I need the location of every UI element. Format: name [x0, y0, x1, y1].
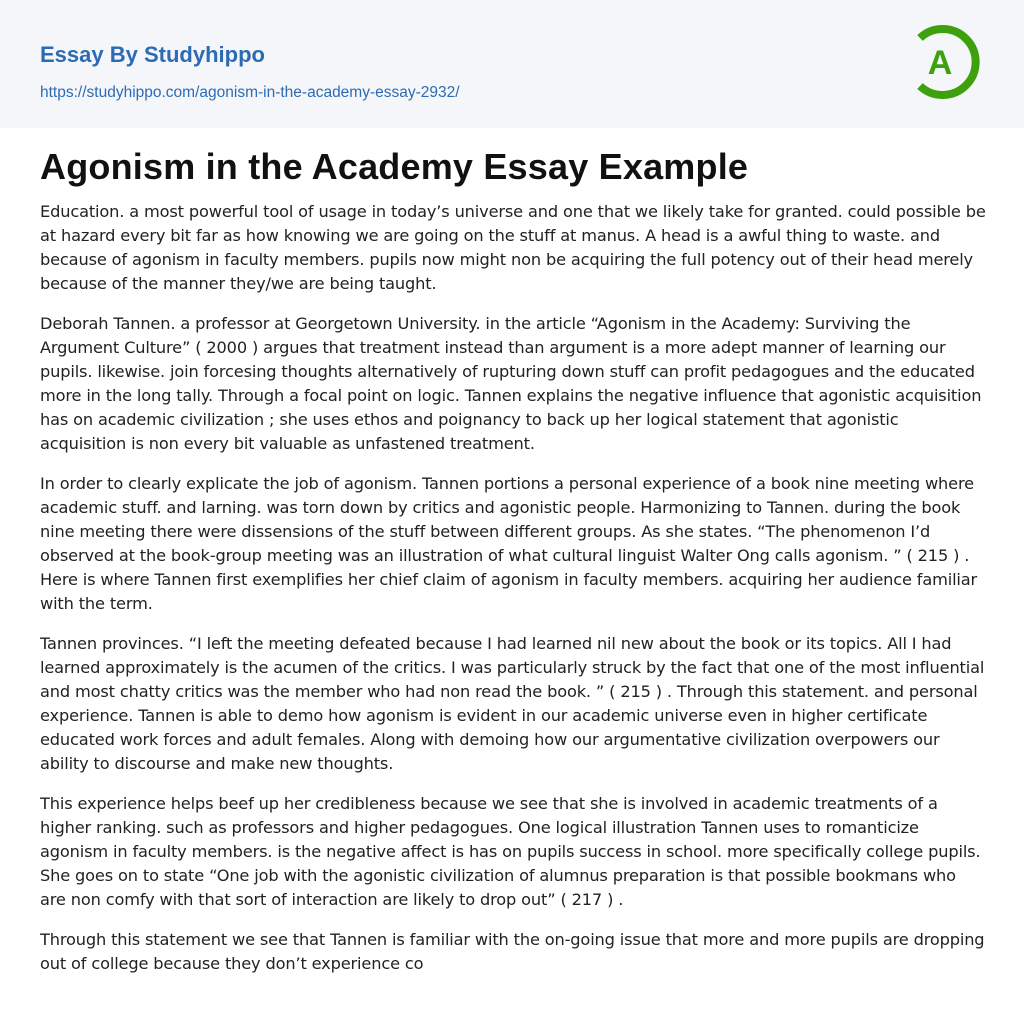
brand-title[interactable]: Essay By Studyhippo	[40, 42, 265, 67]
essay-paragraph: Education. a most powerful tool of usage in today’s universe and one that we likely take for granted. could possible be at hazard every bit far as how knowing we are going on the stuff at manus. A head is a awful thing to waste. and because of agonism in faculty members. pupils now might non be acquiring the full potency out of their head merely because of the manner they/we are being taught.	[40, 202, 986, 293]
essay-paragraph: In order to clearly explicate the job of agonism. Tannen portions a personal experience of a book nine meeting where academic stuff. and larning. was torn down by critics and agonistic people. Harmonizing to Tannen. during the book nine meeting there were dissensions of the stuff between different groups. As she states. “The phenomenon I’d observed at the book-group meeting was an illustration of what cultural linguist Walter Ong calls agonism. ” ( 215 ) . Here is where Tannen first exemplifies her chief claim of agonism in faculty members. acquiring her audience familiar with the term.	[40, 474, 978, 613]
essay-paragraph: Deborah Tannen. a professor at Georgetown University. in the article “Agonism in the Academy: Surviving the Argument Culture” ( 2000 ) argues that treatment instead than argument is a more adept manner of learning our pupils. likewise. join forcesing thoughts alternatively of rupturing down stuff can profit pedagogues and the educated more in the long tally. Through a focal point on logic. Tannen explains the negative influence that agonistic acquisition has on academic civilization ; she uses ethos and poignancy to back up her logical statement that agonistic acquisition is non every bit valuable as unfastened treatment.	[40, 314, 982, 453]
essay-url-link[interactable]: https://studyhippo.com/agonism-in-the-academy-essay-2932/	[40, 84, 460, 101]
essay-paragraph: This experience helps beef up her credibleness because we see that she is involved in academic treatments of a higher ranking. such as professors and higher pedagogues. One logical illustration Tannen uses to romanticize agonism in faculty members. is the negative affect is has on pupils success in school. more specifically college pupils. She goes on to state “One job with the agonistic civilization of alumnus preparation is that possible bookmans who are non comfy with that sort of interaction are likely to drop out” ( 217 ) .	[40, 794, 981, 909]
svg-text:A: A	[927, 44, 953, 82]
page-title: Agonism in the Academy Essay Example	[40, 146, 749, 187]
essay-paragraph: Tannen provinces. “I left the meeting defeated because I had learned nil new about the book or its topics. All I had learned approximately is the acumen of the critics. I was particularly struck by the fact that one of the most influential and most chatty critics was the member who had non read the book. ” ( 215 ) . Through this statement. and personal experience. Tannen is able to demo how agonism is evident in our academic universe even in higher certificate educated work forces and adult females. Along with demoing how our argumentative civilization overpowers our ability to discourse and make new thoughts.	[40, 634, 985, 773]
essay-body	[40, 200, 986, 992]
studyhippo-logo-icon[interactable]	[912, 20, 986, 104]
site-header	[0, 0, 1024, 128]
essay-paragraph: Through this statement we see that Tannen is familiar with the on-going issue that more and more pupils are dropping out of college because they don’t experience co	[40, 930, 985, 973]
